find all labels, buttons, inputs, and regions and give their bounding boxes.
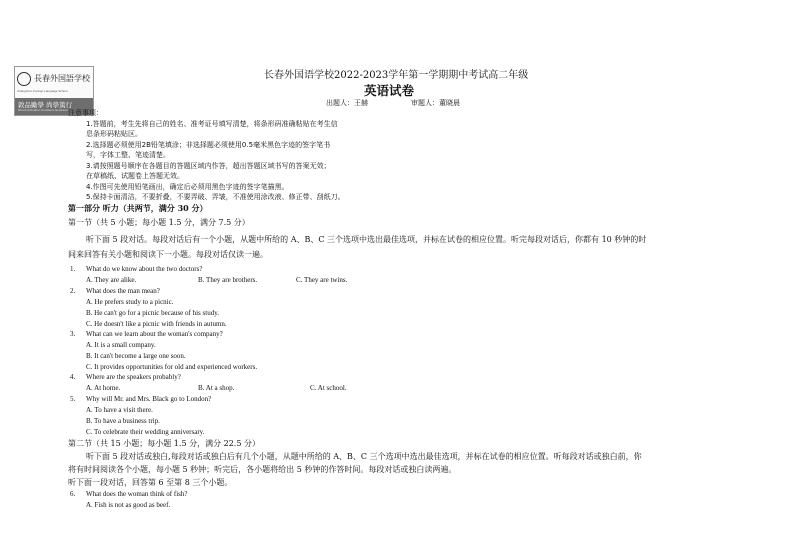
notice-line: 5.保持卡面清洁，不要折叠，不要弄破、弄皱，不准使用涂改液、修正带、刮纸刀。	[86, 193, 345, 201]
question-stem: What does the woman think of fish?	[86, 490, 188, 498]
question-number: 2.	[70, 287, 76, 295]
logo-motto-english: Moral Cultivation Persistent Endeavor	[18, 108, 69, 112]
option-a: A. It is a small company.	[86, 341, 156, 349]
logo-english-name: Changchun Foreign Language School	[17, 89, 68, 93]
notice-line: 3.请按照题号顺序在各题目的答题区域内作答，超出答题区域书写的答案无效；	[86, 162, 331, 170]
notice-heading: 注意事项：	[68, 109, 103, 117]
question-stem: What can we learn about the woman's company?	[86, 330, 223, 338]
exam-subject: 英语试卷	[364, 83, 415, 98]
question-stem: Why will Mr. and Mrs. Black go to London?	[86, 395, 212, 403]
section1-instruction: 听下面 5 段对话。每段对话后有一个小题，从题中所给的 A、B、C 三个选项中选出最佳选项，并标在试卷的相应位置。听完每段对话后，你都有 10 秒钟的时	[86, 235, 647, 244]
notice-line: 写，字体工整、笔迹清楚。	[86, 151, 170, 159]
option-c: C. To celebrate their wedding anniversary.	[86, 428, 205, 436]
notice-line: 1.答题前，考生先将自己的姓名、准考证号填写清楚，将条形码准确粘贴在考生信	[86, 120, 338, 128]
question-number: 1.	[70, 265, 76, 273]
notice-line: 2.选择题必须使用2B铅笔填涂；非选择题必须使用0.5毫米黑色字迹的签字笔书	[86, 141, 331, 149]
option-c: C. At school.	[310, 384, 347, 392]
section2-instruction: 将有时间阅读各个小题，每小题 5 秒钟；听完后，各小题将给出 5 秒钟的作答时间。每段对话或独白读两遍。	[68, 465, 457, 474]
question-number: 5.	[70, 395, 76, 403]
option-a: A. To have a visit there.	[86, 406, 153, 414]
option-b: B. At a shop.	[198, 384, 235, 392]
exam-title: 长春外国语学校2022-2023学年第一学期期中考试高二年级	[264, 70, 529, 81]
notice-line: 息条形码粘贴区。	[86, 130, 142, 138]
question-stem: Where are the speakers probably?	[86, 373, 181, 381]
logo-calligraphy: 長春外国語学校	[34, 74, 90, 83]
part1-heading: 第一部分 听力（共两节，满分 30 分）	[68, 203, 208, 213]
option-b: B. They are brothers.	[198, 276, 258, 284]
school-seal-icon	[17, 72, 31, 86]
notice-line: 在草稿纸、试题卷上答题无效。	[86, 172, 184, 180]
option-a: A. He prefers study to a picnic.	[86, 298, 174, 306]
option-b: B. He can't go for a picnic because of his study.	[86, 309, 219, 317]
logo-motto: 敦品勵學 尚學篤行	[18, 101, 73, 109]
option-a: A. Fish is not as good as beef.	[86, 501, 171, 509]
reviewer-label: 审题人：董晓晨	[411, 99, 460, 107]
question-stem: What do we know about the two doctors?	[86, 265, 203, 273]
option-a: A. They are alike.	[86, 276, 137, 284]
option-a: A. At home.	[86, 384, 121, 392]
author-label: 出题人：王赫	[326, 99, 368, 107]
section1-instruction: 间来回答有关小题和阅读下一小题。每段对话仅读一遍。	[68, 250, 268, 259]
option-c: C. They are twins.	[296, 276, 348, 284]
question-number: 6.	[70, 490, 76, 498]
section2-instruction: 听下面一段对话，回答第 6 至第 8 三个小题。	[68, 478, 233, 487]
option-b: B. To have a business trip.	[86, 417, 160, 425]
option-c: C. It provides opportunities for old and experienced workers.	[86, 363, 258, 371]
section2-heading: 第二节（共 15 小题；每小题 1.5 分，满分 22.5 分）	[68, 439, 260, 448]
question-stem: What does the man mean?	[86, 287, 160, 295]
notice-line: 4.作图可先使用铅笔画出，确定后必须用黑色字迹的签字笔描黑。	[86, 183, 289, 191]
option-b: B. It can't become a large one soon.	[86, 352, 186, 360]
question-number: 4.	[70, 373, 76, 381]
option-c: C. He doesn't like a picnic with friends in autumn.	[86, 320, 227, 328]
section1-heading: 第一节（共 5 小题；每小题 1.5 分，满分 7.5 分）	[68, 218, 250, 227]
logo-header	[17, 69, 91, 88]
section2-instruction: 听下面 5 段对话或独白,每段对话或独白后有几个小题，从题中所给的 A、B、C 三个选项中选出最佳选项，并标在试卷的相应位置。听每段对话或独白前，你	[86, 452, 642, 461]
question-number: 3.	[70, 330, 76, 338]
